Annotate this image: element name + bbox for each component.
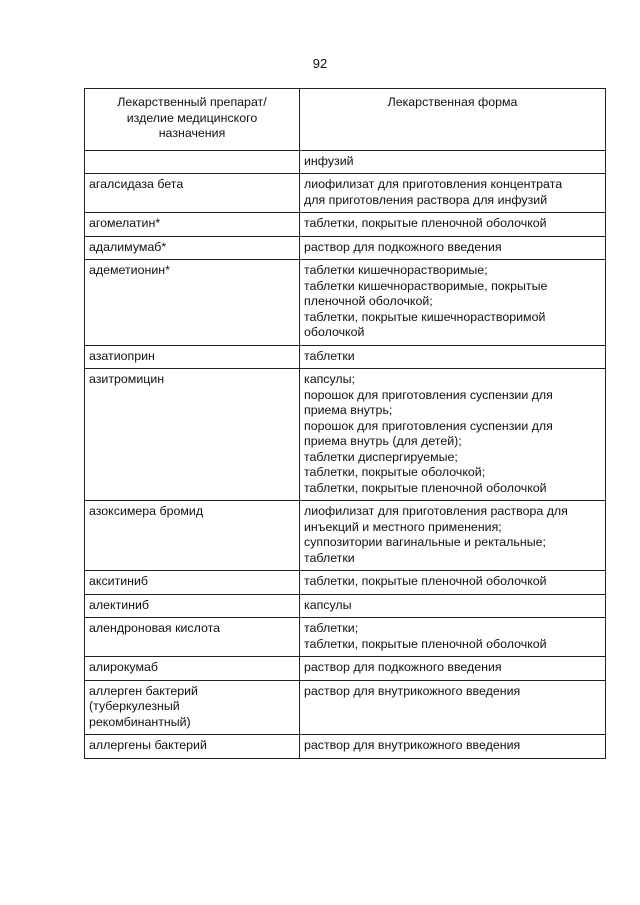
drug-name-cell: агалсидаза бета [85,174,300,213]
dosage-form-cell: инфузий [300,150,606,174]
dosage-form-cell: раствор для подкожного введения [300,657,606,681]
dosage-form-cell: таблетки, покрытые пленочной оболочкой [300,213,606,237]
drug-table [84,88,606,759]
table-row [85,369,606,501]
dosage-form-cell: таблетки кишечнорастворимые; таблетки кишечнорастворимые, покрытые пленочной оболочкой; таблетки, покрытые кишечнорастворимой оболочкой [300,260,606,346]
drug-name-cell: адалимумаб* [85,236,300,260]
table-row [85,571,606,595]
drug-name-cell: адеметионин* [85,260,300,346]
dosage-form-cell: капсулы [300,594,606,618]
drug-name-cell: алирокумаб [85,657,300,681]
table-body [85,150,606,758]
header-drug-name: Лекарственный препарат/ изделие медицинского назначения [85,89,300,151]
dosage-form-cell: капсулы; порошок для приготовления суспензии для приема внутрь; порошок для приготовления суспензии для приема внутрь (для детей); таблетки диспергируемые; таблетки, покрытые оболочкой; таблетки, покрытые пленочной оболочкой [300,369,606,501]
drug-name-cell [85,150,300,174]
drug-name-cell: азитромицин [85,369,300,501]
drug-name-cell: алектиниб [85,594,300,618]
table-row [85,260,606,346]
dosage-form-cell: таблетки, покрытые пленочной оболочкой [300,571,606,595]
table-row [85,735,606,759]
drug-name-cell: аллерген бактерий (туберкулезный рекомбинантный) [85,680,300,735]
table-row [85,680,606,735]
dosage-form-cell: таблетки [300,345,606,369]
dosage-form-cell: лиофилизат для приготовления концентрата для приготовления раствора для инфузий [300,174,606,213]
drug-name-cell: алендроновая кислота [85,618,300,657]
drug-name-cell: азатиоприн [85,345,300,369]
drug-name-cell: акситиниб [85,571,300,595]
header-dosage-form: Лекарственная форма [300,89,606,151]
table-row [85,594,606,618]
table-row [85,657,606,681]
table-row [85,213,606,237]
drug-name-cell: азоксимера бромид [85,501,300,571]
page-number: 92 [312,56,328,71]
table-row [85,150,606,174]
dosage-form-cell: лиофилизат для приготовления раствора для инъекций и местного применения; суппозитории вагинальные и ректальные; таблетки [300,501,606,571]
table-row [85,345,606,369]
table-header [85,89,606,151]
drug-name-cell: аллергены бактерий [85,735,300,759]
table-row [85,236,606,260]
dosage-form-cell: раствор для внутрикожного введения [300,735,606,759]
table-header-row [85,89,606,151]
dosage-form-cell: раствор для внутрикожного введения [300,680,606,735]
dosage-form-cell: раствор для подкожного введения [300,236,606,260]
table-row [85,501,606,571]
table-row [85,174,606,213]
drug-name-cell: агомелатин* [85,213,300,237]
dosage-form-cell: таблетки; таблетки, покрытые пленочной оболочкой [300,618,606,657]
table-row [85,618,606,657]
